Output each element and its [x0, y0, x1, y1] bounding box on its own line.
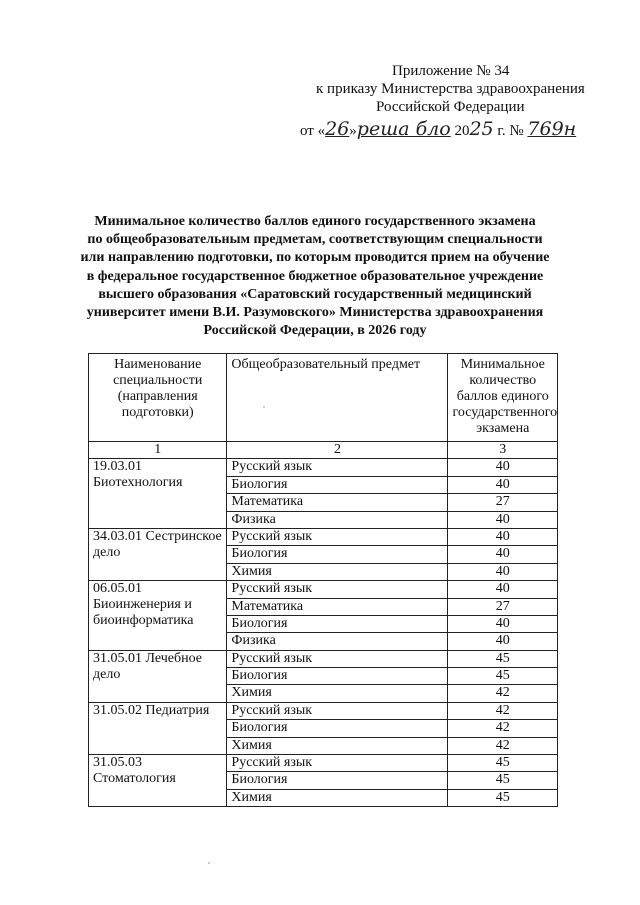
subject-cell: Биология [227, 772, 448, 789]
table-row [89, 702, 558, 719]
scores-table [88, 353, 558, 807]
score-cell: 40 [448, 546, 558, 563]
score-cell: 42 [448, 685, 558, 702]
score-cell: 40 [448, 581, 558, 598]
specialty-cell: 31.05.02 Педиатрия [89, 702, 227, 754]
title-line: Минимальное количество баллов единого государственного экзамена [94, 214, 536, 229]
score-cell: 42 [448, 720, 558, 737]
title-line: университет имени В.И. Разумовского» Министерства здравоохранения [86, 305, 544, 321]
subject-cell: Биология [227, 720, 448, 737]
appendix-number: Приложение № 34 [392, 63, 510, 79]
federation-line: Российской Федерации [376, 99, 525, 115]
subject-cell: Химия [227, 685, 448, 702]
order-number-label: г. № [497, 123, 524, 139]
table-row [89, 581, 558, 598]
title-line: по общеобразовательным предметам, соответствующим специальности [87, 232, 543, 248]
subject-cell: Физика [227, 633, 448, 650]
header-subject: Общеобразовательный предмет [227, 354, 448, 442]
table-row [89, 755, 558, 772]
score-cell: 45 [448, 755, 558, 772]
specialty-cell: 31.05.03 Стоматология [89, 755, 227, 807]
subject-cell: Химия [227, 737, 448, 754]
title-line: высшего образования «Саратовский государственный медицинский [98, 286, 532, 302]
title-line: Российской Федерации, в 2026 году [203, 323, 427, 339]
table-row [89, 459, 558, 476]
subject-cell: Математика [227, 494, 448, 511]
specialty-cell: 31.05.01 Лечебное дело [89, 650, 227, 702]
subject-cell: Физика [227, 511, 448, 528]
header-row [89, 354, 558, 442]
subject-cell: Биология [227, 546, 448, 563]
score-cell: 40 [448, 563, 558, 580]
order-reference: к приказу Министерства здравоохранения [316, 81, 585, 97]
subject-cell: Русский язык [227, 581, 448, 598]
score-cell: 40 [448, 476, 558, 493]
score-cell: 45 [448, 668, 558, 685]
scan-speck [208, 862, 210, 864]
column-number: 2 [227, 442, 448, 459]
subject-cell: Химия [227, 789, 448, 806]
header-specialty: Наименование специальности (направления подготовки) [89, 354, 227, 442]
score-cell: 40 [448, 459, 558, 476]
score-cell: 27 [448, 494, 558, 511]
subject-cell: Биология [227, 615, 448, 632]
title-line: или направлению подготовки, по которым проводится прием на обучение [80, 250, 550, 266]
handwritten-order-number: 769н [527, 118, 577, 140]
subject-cell: Русский язык [227, 755, 448, 772]
score-cell: 40 [448, 528, 558, 545]
handwritten-year: 25 [469, 118, 494, 140]
subject-cell: Русский язык [227, 650, 448, 667]
subject-cell: Биология [227, 476, 448, 493]
column-number: 1 [89, 442, 227, 459]
date-prefix: от « [300, 123, 326, 139]
subject-cell: Математика [227, 598, 448, 615]
year-prefix: 20 [454, 123, 470, 139]
score-cell: 42 [448, 737, 558, 754]
table-row [89, 650, 558, 667]
order-date-line [300, 118, 576, 140]
document-title [60, 213, 570, 340]
scan-speck [263, 406, 265, 408]
column-number-row [89, 442, 558, 459]
score-cell: 42 [448, 702, 558, 719]
subject-cell: Русский язык [227, 702, 448, 719]
date-quote-close: » [349, 123, 357, 139]
column-number: 3 [448, 442, 558, 459]
specialty-cell: 19.03.01 Биотехнология [89, 459, 227, 529]
handwritten-month: реша бло [356, 118, 451, 140]
header-min-score: Минимальное количество баллов единого государственного экзамена [448, 354, 558, 442]
score-cell: 40 [448, 633, 558, 650]
title-line: в федеральное государственное бюджетное образовательное учреждение [86, 268, 544, 284]
specialty-cell: 34.03.01 Сестринское дело [89, 528, 227, 580]
score-cell: 40 [448, 615, 558, 632]
score-cell: 45 [448, 772, 558, 789]
score-cell: 40 [448, 511, 558, 528]
subject-cell: Русский язык [227, 528, 448, 545]
subject-cell: Химия [227, 563, 448, 580]
table-row [89, 528, 558, 545]
score-cell: 45 [448, 650, 558, 667]
subject-cell: Русский язык [227, 459, 448, 476]
score-cell: 45 [448, 789, 558, 806]
subject-cell: Биология [227, 668, 448, 685]
handwritten-day: 26 [325, 118, 350, 140]
score-cell: 27 [448, 598, 558, 615]
appendix-header [300, 62, 600, 116]
specialty-cell: 06.05.01 Биоинженерия и биоинформатика [89, 581, 227, 651]
